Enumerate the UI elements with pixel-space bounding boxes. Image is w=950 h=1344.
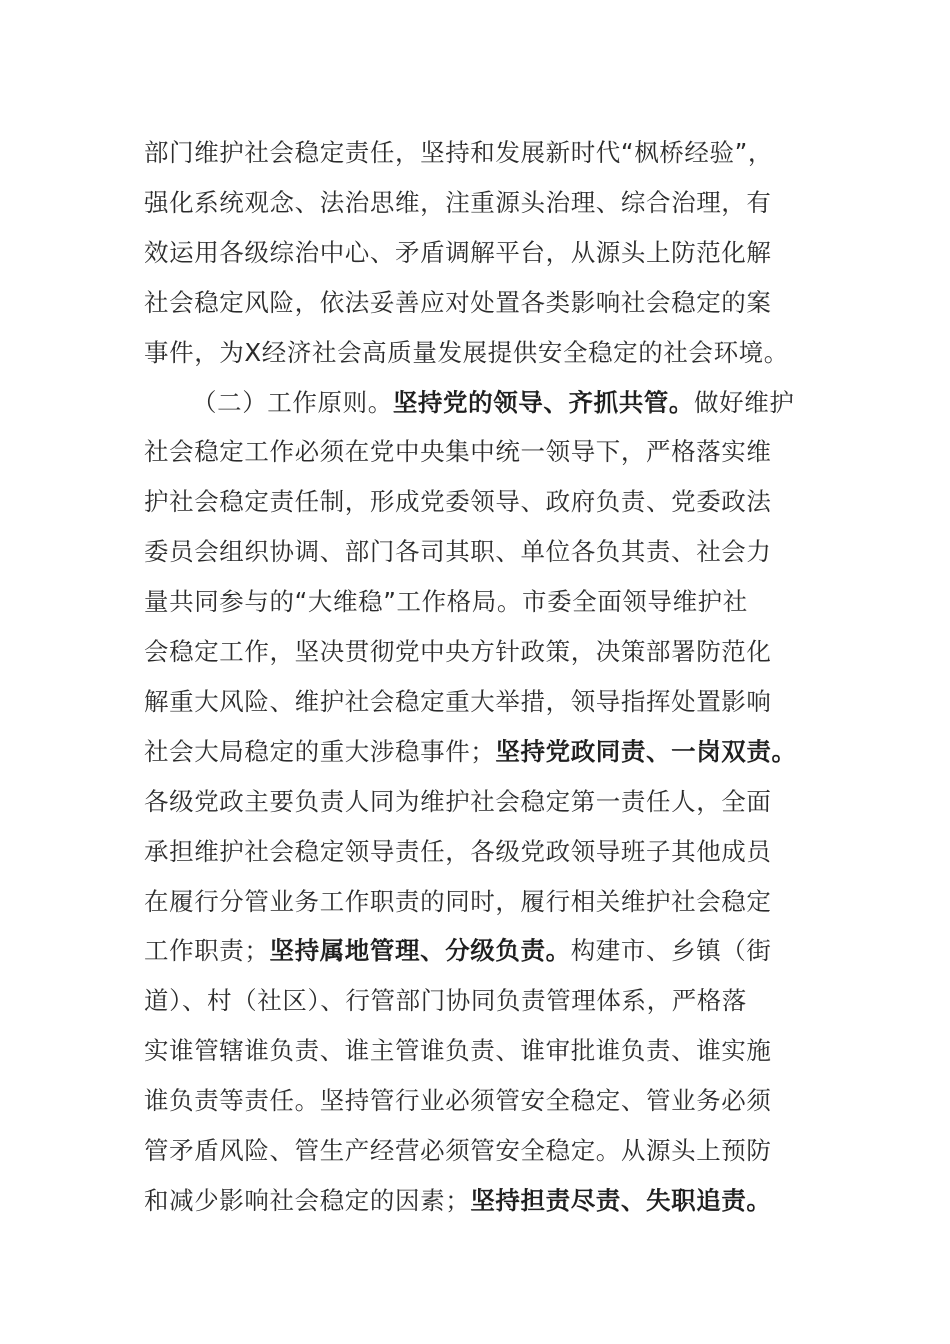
text-line bbox=[144, 427, 824, 477]
text-segment: 做好维护 bbox=[694, 387, 795, 417]
bold-text-segment: 坚持党的领导、齐抓共管。 bbox=[392, 387, 695, 417]
text-segment: 委员会组织协调、部门各司其职、单位各负其责、社会力 bbox=[144, 537, 772, 567]
text-segment: 各级党政主要负责人同为维护社会稳定第一责任人，全面 bbox=[144, 786, 772, 816]
text-line bbox=[144, 477, 824, 527]
text-line bbox=[144, 1026, 824, 1076]
text-segment: 工作职责； bbox=[144, 936, 270, 966]
text-line bbox=[144, 877, 824, 927]
text-line bbox=[144, 627, 824, 677]
text-segment: 解重大风险、维护社会稳定重大举措，领导指挥处置影响 bbox=[144, 686, 772, 716]
text-segment: 量共同参与的“大维稳”工作格局。市委全面领导维护社 bbox=[144, 587, 748, 617]
text-line bbox=[144, 777, 824, 827]
text-segment: 部门维护社会稳定责任，坚持和发展新时代“枫桥经验”， bbox=[144, 138, 773, 167]
bold-text-segment: 坚持属地管理、分级负责。 bbox=[269, 936, 571, 966]
text-line bbox=[144, 527, 824, 577]
text-segment: 承担维护社会稳定领导责任，各级党政领导班子其他成员 bbox=[144, 836, 772, 866]
text-line bbox=[144, 278, 824, 328]
text-segment: 和减少影响社会稳定的因素； bbox=[144, 1185, 471, 1215]
text-segment: 效运用各级综治中心、矛盾调解平台，从源头上防范化解 bbox=[144, 237, 772, 267]
text-segment: （二）工作原则。 bbox=[192, 387, 393, 417]
text-line bbox=[144, 328, 824, 378]
text-segment: 会稳定工作，坚决贯彻党中央方针政策，决策部署防范化 bbox=[144, 637, 772, 666]
text-line bbox=[144, 727, 824, 777]
text-segment: 护社会稳定责任制，形成党委领导、政府负责、党委政法 bbox=[144, 487, 772, 517]
text-segment: 在履行分管业务工作职责的同时，履行相关维护社会稳定 bbox=[144, 886, 772, 916]
text-line bbox=[144, 976, 824, 1026]
text-line bbox=[144, 1126, 824, 1176]
text-segment: 管矛盾风险、管生产经营必须管安全稳定。从源头上预防 bbox=[144, 1136, 772, 1165]
text-line bbox=[144, 677, 824, 727]
text-line bbox=[144, 577, 824, 627]
text-segment: 构建市、乡镇（街 bbox=[570, 936, 772, 966]
text-segment: 社会稳定工作必须在党中央集中统一领导下，严格落实维 bbox=[144, 437, 772, 467]
text-line bbox=[192, 378, 824, 428]
text-line bbox=[144, 178, 824, 228]
text-line bbox=[144, 128, 824, 178]
text-line bbox=[144, 1076, 824, 1126]
bold-text-segment: 坚持党政同责、一岗双责。 bbox=[495, 736, 797, 766]
text-line bbox=[144, 926, 824, 976]
text-segment: 社会稳定风险，依法妥善应对处置各类影响社会稳定的案 bbox=[144, 287, 772, 317]
text-segment: 道）、村（社区）、行管部门协同负责管理体系，严格落 bbox=[144, 986, 747, 1016]
text-segment: 强化系统观念、法治思维，注重源头治理、综合治理，有 bbox=[144, 187, 772, 217]
text-line bbox=[144, 827, 824, 877]
text-segment: 实谁管辖谁负责、谁主管谁负责、谁审批谁负责、谁实施 bbox=[144, 1036, 772, 1066]
text-segment: 谁负责等责任。坚持管行业必须管安全稳定、管业务必须 bbox=[144, 1086, 772, 1116]
text-segment: 事件，为X经济社会高质量发展提供安全稳定的社会环境。 bbox=[144, 337, 789, 367]
text-line bbox=[144, 1176, 824, 1226]
text-segment: 社会大局稳定的重大涉稳事件； bbox=[144, 736, 496, 766]
text-line bbox=[144, 228, 824, 278]
bold-text-segment: 坚持担责尽责、失职追责。 bbox=[470, 1185, 772, 1215]
